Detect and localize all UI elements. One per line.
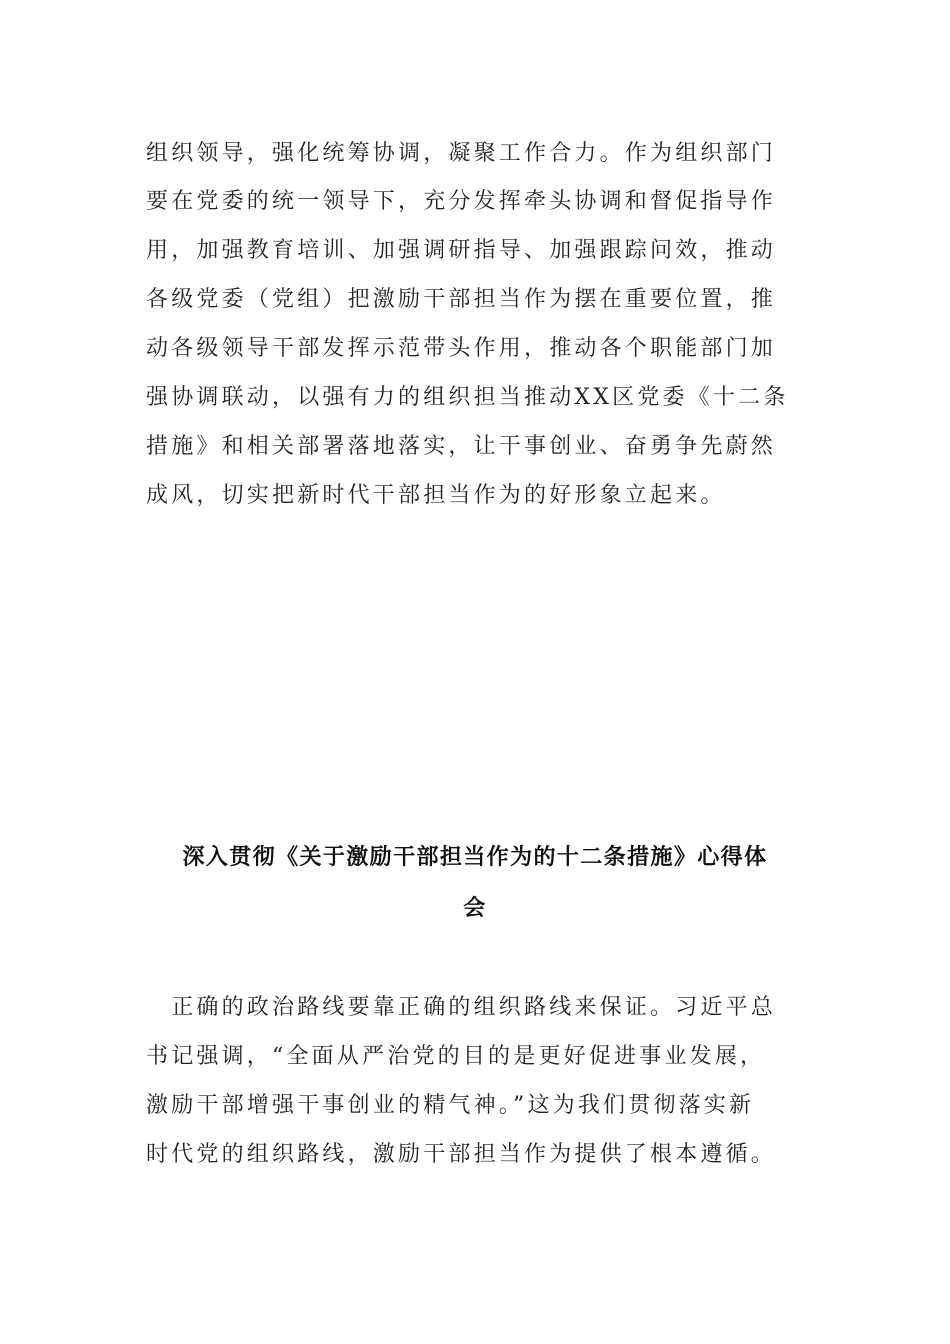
title-line: 深入贯彻《关于激励干部担当作为的十二条措施》心得体 xyxy=(182,845,768,870)
paragraph-line: 用，加强教育培训、加强调研指导、加强跟踪问效，推动 xyxy=(146,238,777,263)
paragraph-line: 要在党委的统一领导下，充分发挥牵头协调和督促指导作 xyxy=(146,189,777,214)
title-line: 会 xyxy=(463,896,487,921)
paragraph-line: 组织领导，强化统筹协调，凝聚工作合力。作为组织部门 xyxy=(146,141,777,166)
paragraph-line: 各级党委（党组）把激励干部担当作为摆在重要位置，推 xyxy=(146,287,777,312)
paragraph-line: 动各级领导干部发挥示范带头作用，推动各个职能部门加 xyxy=(146,336,777,361)
paragraph-line: 激励干部增强干事创业的精气神。”这为我们贯彻落实新 xyxy=(146,1093,755,1118)
paragraph-line: 强协调联动，以强有力的组织担当推动XX区党委《十二条 xyxy=(146,385,789,410)
paragraph-line: 书记强调，“全面从严治党的目的是更好促进事业发展， xyxy=(146,1044,766,1069)
paragraph-line: 正确的政治路线要靠正确的组织路线来保证。习近平总 xyxy=(146,995,777,1020)
paragraph-line: 成风，切实把新时代干部担当作为的好形象立起来。 xyxy=(146,483,726,508)
paragraph-line: 措施》和相关部署落地落实，让干事创业、奋勇争先蔚然 xyxy=(146,434,777,459)
paragraph-line: 时代党的组织路线，激励干部担当作为提供了根本遵循。 xyxy=(146,1142,777,1167)
